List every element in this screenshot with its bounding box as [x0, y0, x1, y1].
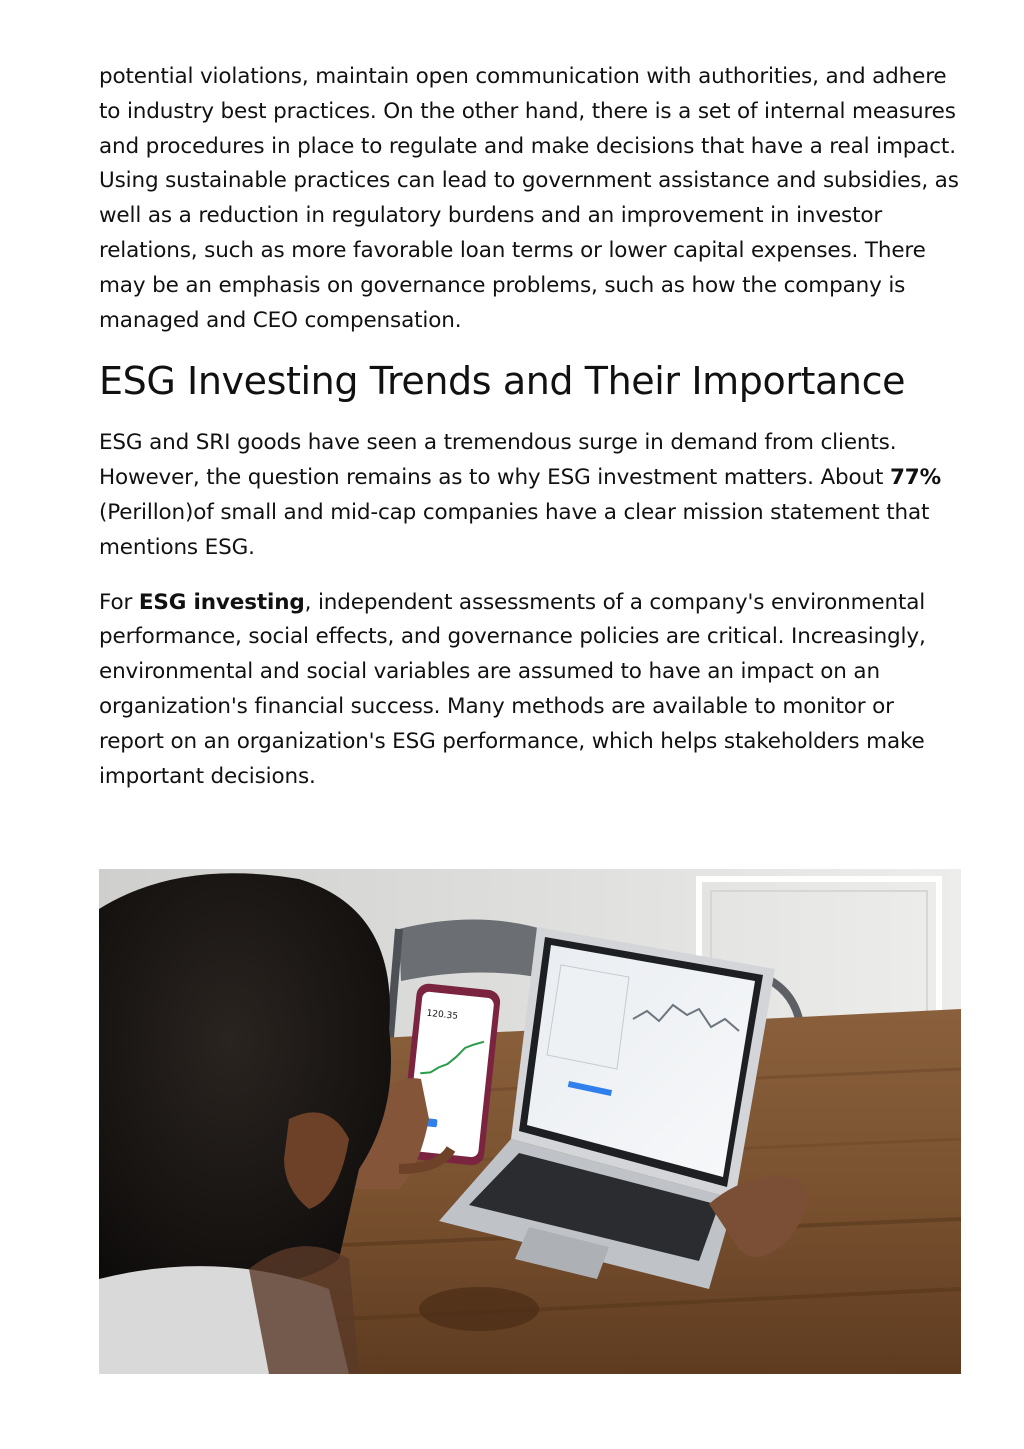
paragraph-esg-demand — [99, 426, 961, 565]
section-heading: ESG Investing Trends and Their Importance — [99, 359, 906, 404]
person-trading-photo — [99, 869, 961, 1374]
paragraph-text: ESG and SRI goods have seen a tremendous surge in demand from clients. However, the question remains as to why ESG investment matters. About — [99, 430, 897, 491]
paragraph-text: (Perillon)of small and mid-cap companies have a clear mission statement that mentions ESG. — [99, 499, 930, 560]
article-body — [99, 60, 961, 794]
article-photo — [99, 869, 961, 1374]
phone-price: 120.35 — [426, 1008, 459, 1022]
paragraph-esg-investing — [99, 586, 961, 795]
intro-paragraph: potential violations, maintain open communication with authorities, and adhere to industry best practices. On the other hand, there is a set of internal measures and procedures in place to regulate and make decisions that have a real impact. Using sustainable practices can lead to government assistance and subsidies, as well as a reduction in regulatory burdens and an improvement in investor relations, such as more favorable loan terms or lower capital expenses. There may be an emphasis on governance problems, such as how the company is managed and CEO compensation. — [99, 64, 959, 333]
bold-stat: 77% — [889, 465, 941, 491]
bold-term: ESG investing — [138, 589, 305, 615]
paragraph-text: For — [99, 589, 139, 615]
paragraph-text: , independent assessments of a company's environmental performance, social effects, and governance policies are critical. Increasingly, environmental and social variables are assumed to have an impact on an organization's financial success. Many methods are available to monitor or report on an organization's ESG performance, which helps stakeholders make important decisions. — [99, 589, 926, 789]
